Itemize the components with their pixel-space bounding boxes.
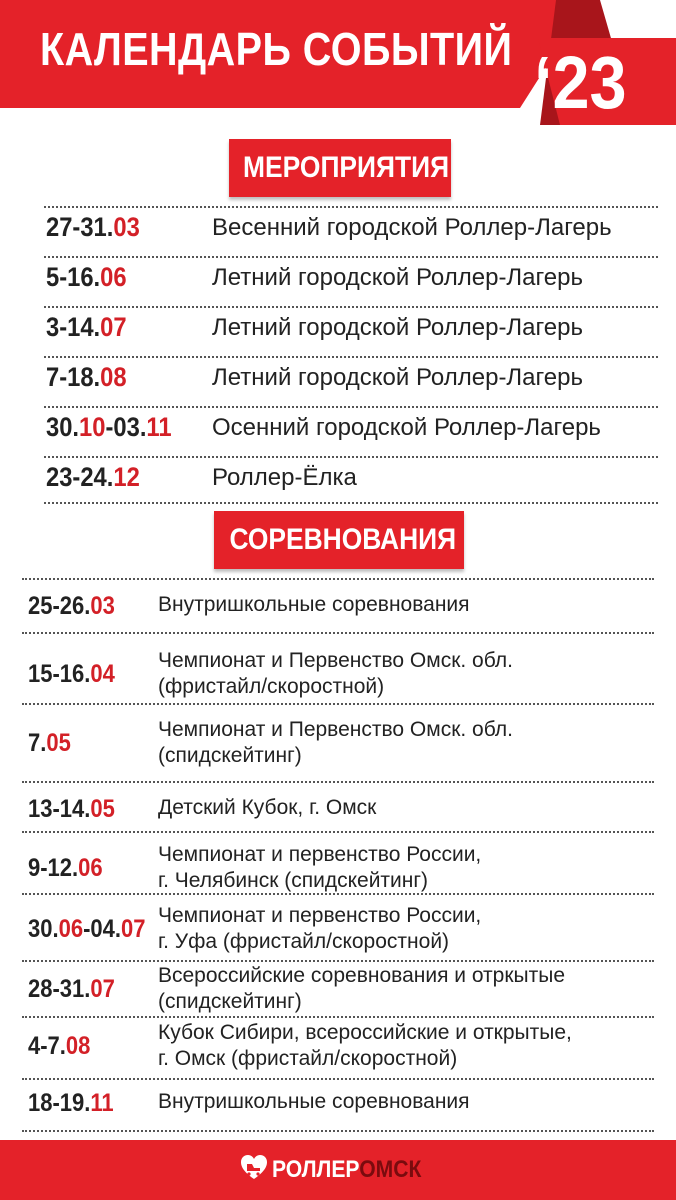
competition-row [28,1020,658,1072]
date-label [46,262,127,293]
date-part: 9-12. [28,854,79,882]
competition-line: Чемпионат и первенство России, [158,843,482,866]
competition-row [28,903,658,955]
date-part: 08 [100,362,127,392]
competition-line: Внутришкольные соревнования [158,593,470,616]
date-part: 13-14. [28,795,91,823]
date-part: 18-19. [28,1089,91,1117]
dotted-separator [22,1130,654,1132]
dotted-separator [44,406,658,408]
competition-line: Кубок Сибири, всероссийские и открытые, [158,1021,572,1044]
dotted-separator [22,960,654,962]
date-label [28,975,115,1004]
dotted-separator [22,703,654,705]
year-label: ‘23 [534,41,627,124]
logo-part-1: РОЛЛЕР [272,1156,360,1183]
event-title: Весенний городской Роллер-Лагерь [212,214,612,241]
footer-logo-text [272,1156,421,1184]
competition-line: г. Омск (фристайл/скоростной) [158,1047,458,1070]
date-part: 4-7. [28,1032,66,1060]
date-part: 06 [78,854,103,882]
date-label [28,854,103,883]
logo-part-2: ОМСК [359,1156,422,1183]
date-part: 03 [90,592,115,620]
competition-line: г. Уфа (фристайл/скоростной) [158,930,450,953]
dotted-separator [22,831,654,833]
competition-line: Детский Кубок, г. Омск [158,796,377,819]
competition-line: Чемпионат и Первенство Омск. обл. [158,649,513,672]
date-part: 04 [90,660,115,688]
date-part: 06 [100,262,127,292]
event-title: Осенний городской Роллер-Лагерь [212,414,601,441]
competition-line: (спидскейтинг) [158,744,302,767]
date-part: 11 [146,412,172,442]
competition-line: Внутришкольные соревнования [158,1090,470,1113]
competition-line: Чемпионат и первенство России, [158,904,482,927]
date-label [46,212,140,243]
date-part: 7-18. [46,362,101,392]
competition-row [28,1089,658,1119]
date-label [28,660,115,689]
date-label [46,412,172,443]
date-part: 07 [120,915,146,943]
dotted-separator [22,578,654,580]
event-title: Летний городской Роллер-Лагерь [212,314,583,341]
date-part: 03 [113,212,140,242]
date-label [46,362,127,393]
competition-row [28,842,658,894]
event-row [46,312,662,348]
date-label [28,1032,90,1061]
date-part: 06 [58,915,84,943]
competitions-section-title: СОРЕВНОВАНИЯ [214,511,464,569]
event-title: Роллер-Ёлка [212,464,357,491]
date-label [28,729,71,758]
date-part: 08 [65,1032,91,1060]
date-label [28,795,115,824]
dotted-separator [44,306,658,308]
dotted-separator [22,1016,654,1018]
date-part: 07 [90,975,115,1003]
competition-line: г. Челябинск (спидскейтинг) [158,869,429,892]
date-label [28,915,145,944]
event-row [46,262,662,298]
event-row [46,412,662,448]
event-row [46,462,662,498]
date-part: 7. [28,729,47,757]
date-part: 10 [79,412,106,442]
date-label [28,1089,114,1118]
footer-bar [0,1140,676,1200]
competition-row [28,592,658,622]
dotted-separator [44,256,658,258]
page-title: КАЛЕНДАРЬ СОБЫТИЙ [40,23,513,75]
date-part: 5-16. [46,262,101,292]
event-title: Летний городской Роллер-Лагерь [212,264,583,291]
date-part: 25-26. [28,592,91,620]
dotted-separator [22,632,654,634]
competition-line: (спидскейтинг) [158,990,302,1013]
event-row [46,362,662,398]
date-part: 23-24. [46,462,114,492]
date-part: 12 [113,462,140,492]
dotted-separator [44,206,658,208]
date-part: 05 [46,729,71,757]
competition-row [28,648,658,700]
date-part: 30. [28,915,59,943]
date-label [46,312,127,343]
date-part: -03. [105,412,147,442]
competition-line: (фристайл/скоростной) [158,675,385,698]
competition-row [28,717,658,769]
date-part: 11 [90,1089,114,1117]
header-banner [0,0,676,125]
date-part: 05 [90,795,115,823]
event-row [46,212,662,248]
competition-row [28,963,658,1015]
dotted-separator [44,456,658,458]
dotted-separator [44,502,658,504]
date-part: 15-16. [28,660,91,688]
competition-line: Всероссийские соревнования и отркытые [158,964,566,987]
date-part: 3-14. [46,312,101,342]
dotted-separator [22,1078,654,1080]
competition-line: Чемпионат и Первенство Омск. обл. [158,718,513,741]
date-part: -04. [83,915,121,943]
date-label [46,462,140,493]
dotted-separator [22,781,654,783]
dotted-separator [44,356,658,358]
event-title: Летний городской Роллер-Лагерь [212,364,583,391]
date-part: 07 [100,312,127,342]
date-part: 27-31. [46,212,114,242]
events-section-title: МЕРОПРИЯТИЯ [229,139,451,197]
date-part: 28-31. [28,975,91,1003]
date-part: 30. [46,412,80,442]
date-label [28,592,115,621]
competition-row [28,795,658,825]
heart-skate-icon [240,1154,268,1182]
